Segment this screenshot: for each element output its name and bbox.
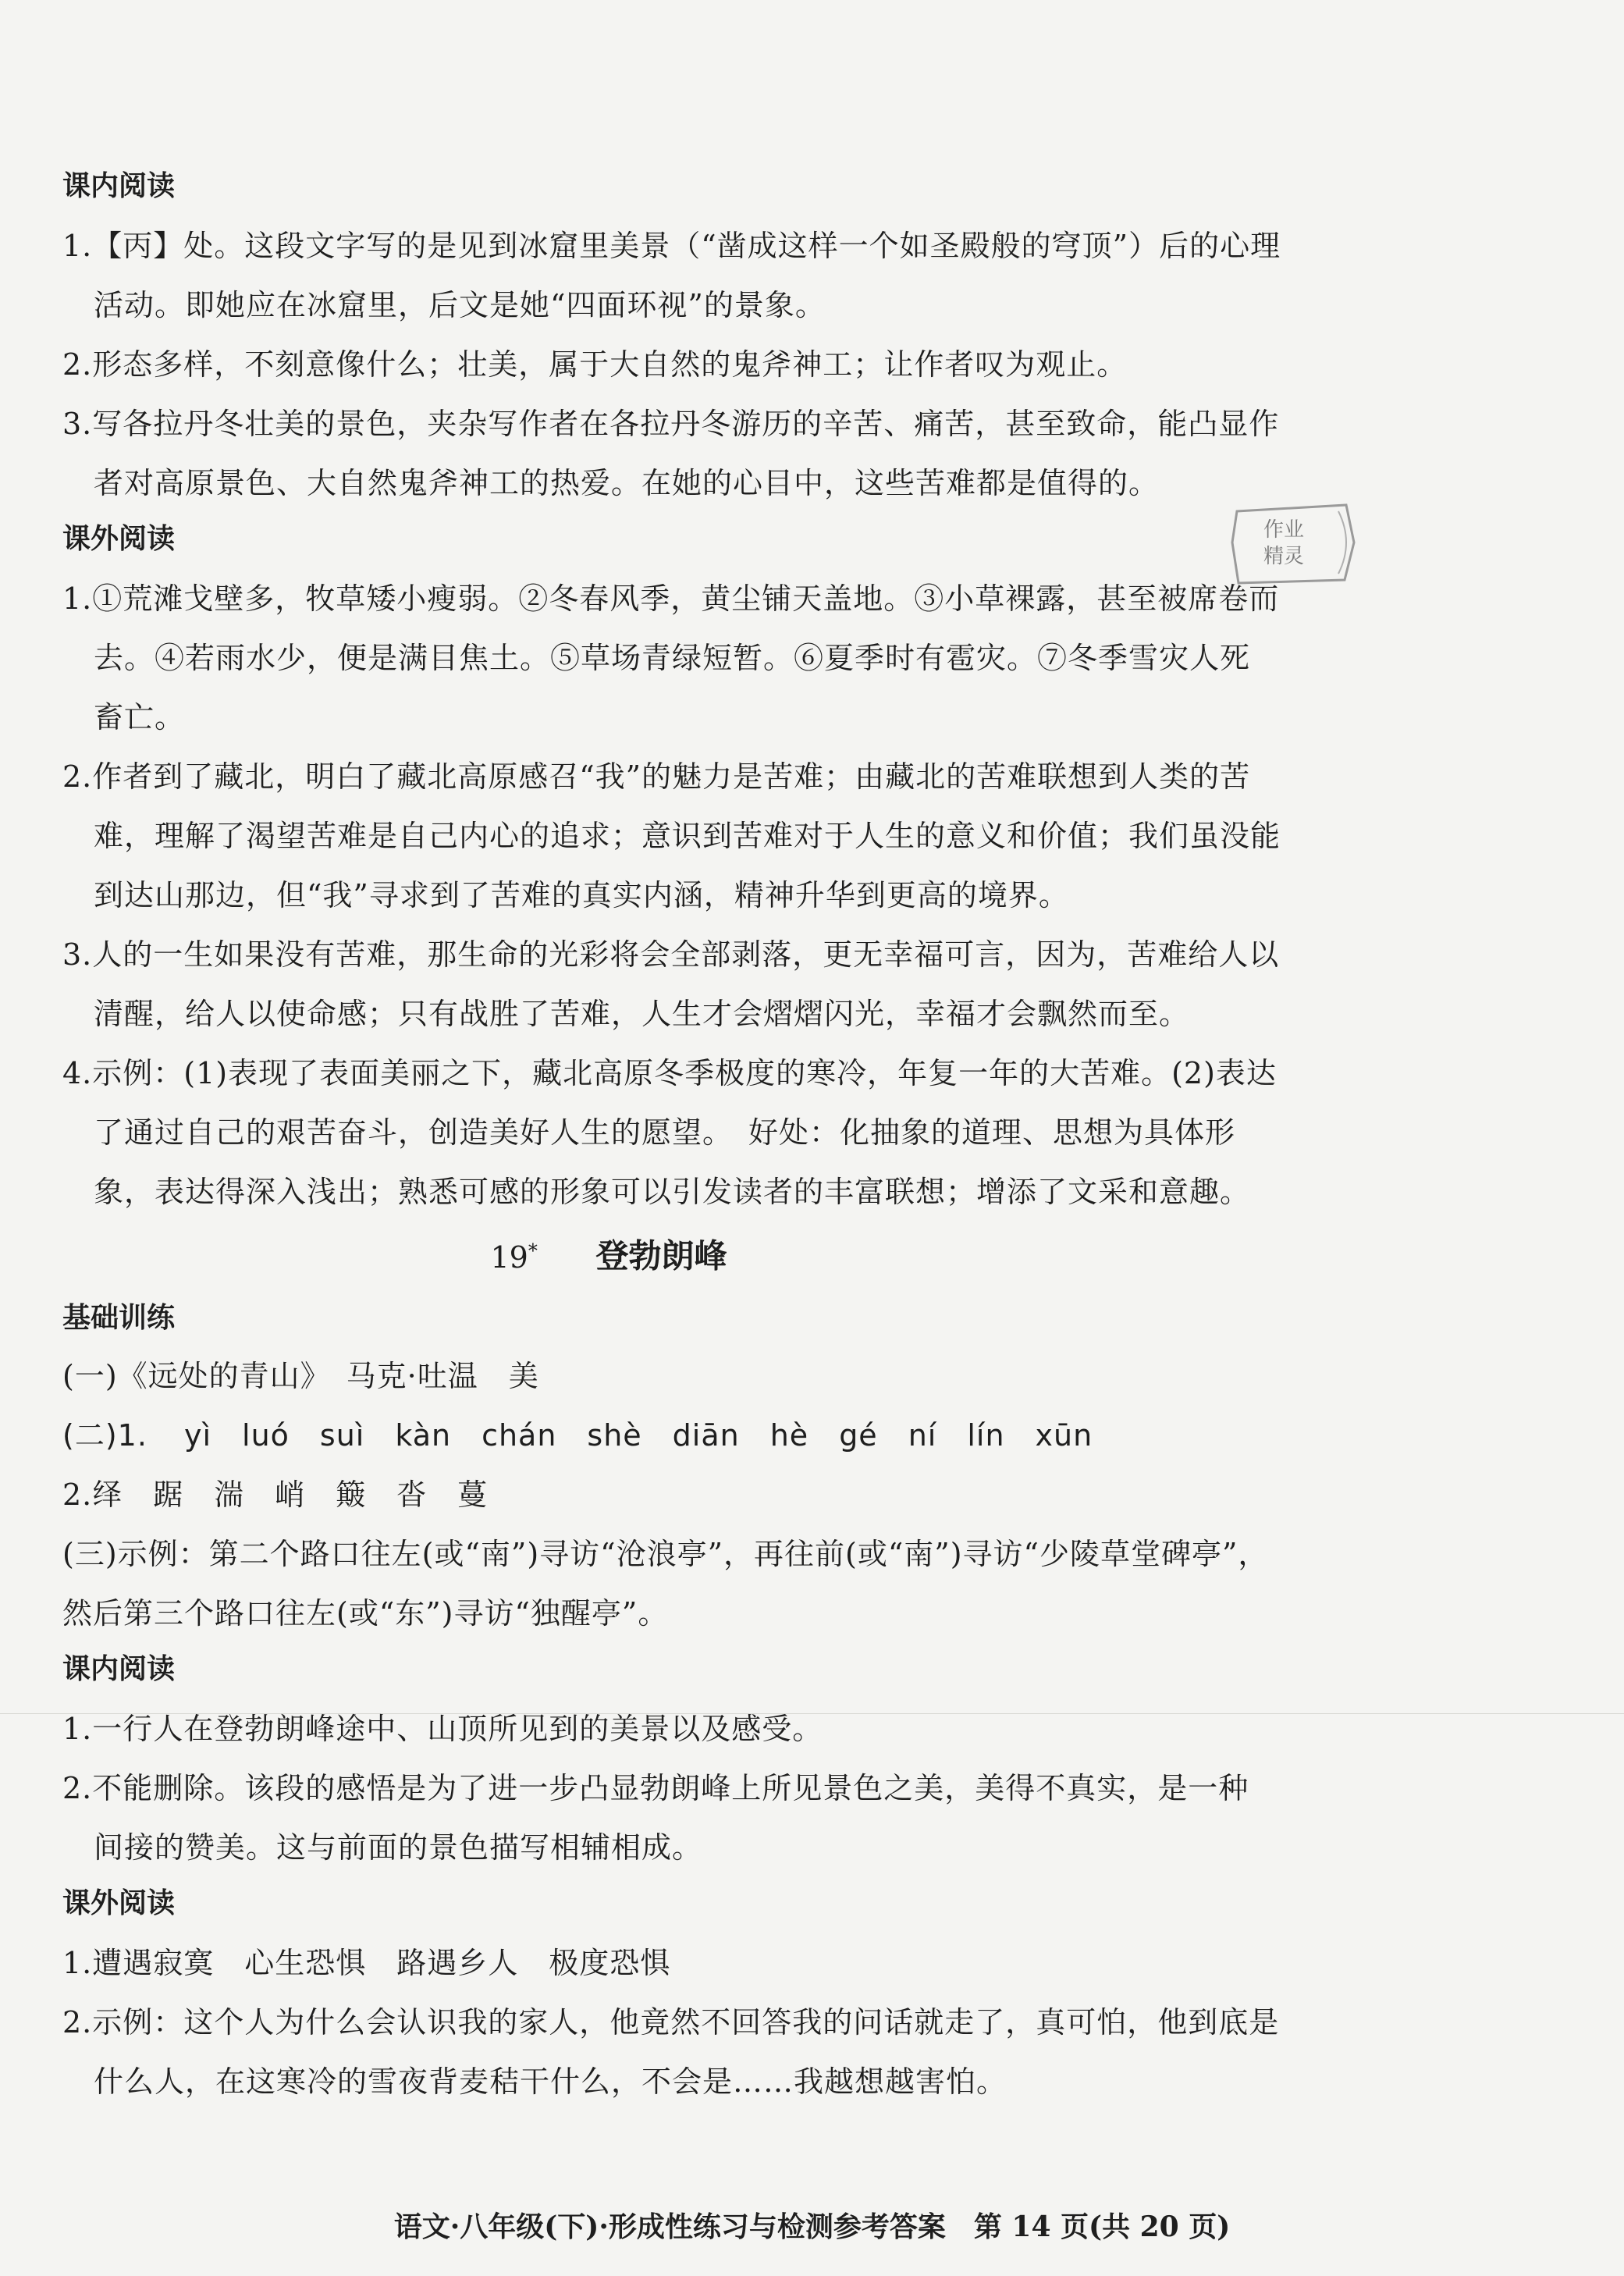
section-heading-extra: 课外阅读 xyxy=(62,523,176,555)
svg-text:作业: 作业 xyxy=(1263,518,1305,542)
answer-line: 2.示例：这个人为什么会认识我的家人，他竟然不回答我的问话就走了，真可怕，他到底是 xyxy=(62,2005,1280,2040)
pinyin-line: (二)1. yì luó suì kàn chán shè diān hè gé ní lín xūn xyxy=(62,1418,1093,1453)
answer-line: 难，理解了渴望苦难是自己内心的追求；意识到苦难对于人生的意义和价值；我们虽没能 xyxy=(94,819,1281,853)
answer-line: 1.①荒滩戈壁多，牧草矮小瘦弱。②冬春风季，黄尘铺天盖地。③小草裸露，甚至被席卷而 xyxy=(62,581,1280,616)
answer-line: 1.一行人在登勃朗峰途中、山顶所见到的美景以及感受。 xyxy=(62,1712,823,1746)
lesson-number: 19* xyxy=(490,1239,538,1275)
lesson-title xyxy=(0,1227,1217,1281)
answer-line: 到达山那边，但“我”寻求到了苦难的真实内涵，精神升华到更高的境界。 xyxy=(94,878,1069,912)
answer-line: 什么人，在这寒冷的雪夜背麦秸干什么，不会是……我越想越害怕。 xyxy=(94,2064,1007,2099)
answer-line: 1.遭遇寂寞 心生恐惧 路遇乡人 极度恐惧 xyxy=(62,1946,671,1980)
answer-line: (三)示例：第二个路口往左(或“南”)寻访“沧浪亭”，再往前(或“南”)寻访“少陵草堂碑亭”， xyxy=(62,1537,1269,1571)
answer-line: (一)《远处的青山》 马克·吐温 美 xyxy=(62,1359,539,1393)
answer-line: 者对高原景色、大自然鬼斧神工的热爱。在她的心目中，这些苦难都是值得的。 xyxy=(94,466,1160,500)
watermark-stamp-icon xyxy=(1229,496,1358,589)
answer-line: 3.写各拉丹冬壮美的景色，夹杂写作者在各拉丹冬游历的辛苦、痛苦，甚至致命，能凸显作 xyxy=(62,407,1280,441)
answer-line: 1.【丙】处。这段文字写的是见到冰窟里美景（“凿成这样一个如圣殿般的穹顶”）后的心理 xyxy=(62,229,1281,263)
page-footer: 语文·八年级(下)·形成性练习与检测参考答案 第 14 页(共 20 页) xyxy=(393,2210,1231,2243)
answer-line: 去。④若雨水少，便是满目焦土。⑤草场青绿短暂。⑥夏季时有雹灾。⑦冬季雪灾人死 xyxy=(94,641,1251,675)
answer-line: 3.人的一生如果没有苦难，那生命的光彩将会全部剥落，更无幸福可言，因为，苦难给人以 xyxy=(62,937,1280,972)
section-heading-extra: 课外阅读 xyxy=(62,1887,176,1919)
answer-line: 2.形态多样，不刻意像什么；壮美，属于大自然的鬼斧神工；让作者叹为观止。 xyxy=(62,347,1128,382)
section-heading-in-class: 课内阅读 xyxy=(62,1653,176,1685)
answer-line: 2.作者到了藏北，明白了藏北高原感召“我”的魅力是苦难；由藏北的苦难联想到人类的苦 xyxy=(62,759,1251,794)
answer-line: 4.示例：(1)表现了表面美丽之下，藏北高原冬季极度的寒冷，年复一年的大苦难。(2)表达 xyxy=(62,1056,1277,1090)
answer-line: 间接的赞美。这与前面的景色描写相辅相成。 xyxy=(94,1830,703,1865)
answer-line: 畜亡。 xyxy=(94,700,186,734)
answer-line: 2.不能删除。该段的感悟是为了进一步凸显勃朗峰上所见景色之美，美得不真实，是一种 xyxy=(62,1771,1249,1805)
answer-line: 清醒，给人以使命感；只有战胜了苦难，人生才会熠熠闪光，幸福才会飘然而至。 xyxy=(94,997,1190,1031)
answer-line: 2.绎 踞 湍 峭 簸 沓 蔓 xyxy=(62,1478,489,1512)
answer-line: 然后第三个路口往左(或“东”)寻访“独醒亭”。 xyxy=(62,1596,669,1631)
svg-text:精灵: 精灵 xyxy=(1263,545,1305,568)
answer-line: 象，表达得深入浅出；熟悉可感的形象可以引发读者的丰富联想；增添了文采和意趣。 xyxy=(94,1175,1251,1209)
lesson-name: 登勃朗峰 xyxy=(595,1236,727,1275)
answer-line: 活动。即她应在冰窟里，后文是她“四面环视”的景象。 xyxy=(94,288,826,322)
section-heading-in-class: 课内阅读 xyxy=(62,170,176,202)
answer-line: 了通过自己的艰苦奋斗，创造美好人生的愿望。 好处：化抽象的道理、思想为具体形 xyxy=(94,1115,1236,1150)
section-heading-basic: 基础训练 xyxy=(62,1302,176,1334)
